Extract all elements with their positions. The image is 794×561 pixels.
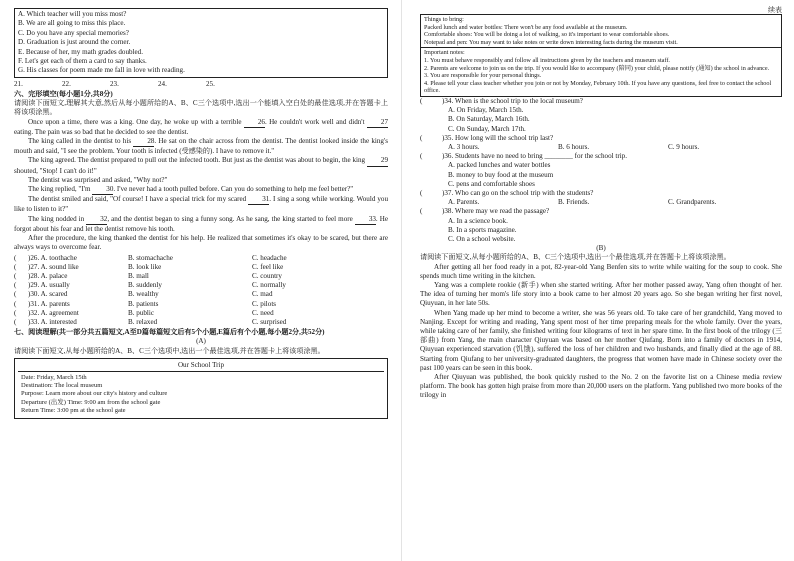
passage-paragraph [14, 234, 388, 252]
column-divider [401, 0, 402, 561]
choice-row [14, 254, 388, 263]
cloze-blank[interactable]: 30 [92, 185, 113, 195]
passage-text: shouted, "Stop! I can't do it!" [14, 166, 97, 175]
passage-text: . He forgot about his fear and let the dentist remove his tooth. [14, 214, 388, 233]
notice-continued-box [420, 14, 782, 97]
answer-blank: 25. [206, 79, 215, 88]
option: B. On Saturday, March 16th. [448, 115, 530, 124]
passage-text: The king replied, "I'm [28, 185, 93, 194]
section6-instruction: 请阅读下面短文,理解其大意,然后从每小题所给的A、B、C三个选项中,选出一个能填入空白处的最佳选项,并在答题卡上将该项涂黑。 [14, 99, 388, 117]
passage-paragraph [14, 118, 388, 137]
trip-line: Destination: The local museum [21, 382, 103, 390]
option: C. Grandparents. [668, 198, 717, 207]
passage-paragraph [14, 137, 388, 156]
cloze-blank[interactable]: 29 [367, 156, 388, 166]
reading-questions [420, 97, 782, 244]
choice-a: )32. A. agreement [28, 308, 79, 317]
question-stem [420, 134, 782, 143]
trip-line: Return Time: 3:00 pm at the school gate [21, 406, 126, 414]
answer-blanks [14, 80, 388, 89]
passage-text: The king agreed. The dentist prepared to pull out the infected tooth. But just as the dentist was about to begin, the king [28, 156, 367, 165]
choice-row [14, 318, 388, 327]
choice-c: C. mad [252, 290, 273, 299]
passage-b-paragraph: When Yang made up her mind to become a writer, she was 56 years old. To take care of her grandchild, Yang moved to Nanjing. Except for writing and reading, Yang spent most of her time preparing meals for the whole family. Over the years, while taking care of her family, she finished writing four kilograms of text in her spare time. In the first book of the trilogy (三部曲) from Yang, the main character Qiuyuan was based on her mother Qiufang. Born into a family of doctors in 1914, Qiuyuan experienced starvation (饥饿), suffered the loss of her children and two husbands, and finally died at the age of 88. Starting from Qiufang to her university-graduated daughters, the progress that women have made in Chinese society over the past 100 years can be seen in this book. [420, 308, 782, 372]
question-options [420, 198, 782, 207]
choice-b: B. public [128, 308, 155, 317]
choice-a: )30. A. scared [28, 290, 68, 299]
passage-b-paragraph: Yang was a complete rookie (新手) when she started writing. After her mother passed away, Yang often thought of her. The idea of turning her mom's life story into a book came to her almost 20 years ago. So she began writing her first novel, Qiuyuan, in her late 50s. [420, 281, 782, 308]
cloze-blank[interactable]: 33 [355, 215, 376, 225]
cloze-blank[interactable]: 32 [86, 215, 107, 225]
passage-b [420, 263, 782, 401]
option: B. money to buy food at the museum [448, 170, 554, 179]
choice-b: B. look like [128, 262, 162, 271]
notes-line: 2. Parents are welcome to join us on the trip. If you would like to accompany (陪同) your child, please notify (通知) the school in advance. [424, 64, 770, 72]
option: C. On a school website. [448, 234, 516, 243]
part-a-label: (A) [196, 337, 206, 346]
option: C. 9 hours. [668, 142, 700, 151]
choice-row [14, 290, 388, 299]
choice-b: B. relaxed [128, 317, 158, 326]
question [420, 152, 782, 189]
question-text: )38. Where may we read the passage? [442, 207, 550, 216]
answer-blank: 23. [110, 79, 119, 88]
passage-paragraph [14, 185, 388, 195]
option-line: E. Because of her, my math grades doubled. [18, 47, 143, 56]
answer-paren[interactable]: ( [420, 188, 423, 197]
question [420, 97, 782, 134]
things-line: Packed lunch and water bottles: There won't be any food available at the museum. [424, 23, 628, 31]
choice-a: )31. A. parents [28, 299, 70, 308]
answer-paren[interactable]: ( [14, 262, 17, 271]
section6-title: 六、完形填空(每小题1分,共8分) [14, 90, 113, 99]
passage-text: , and the dentist began to sing a funny song. As he sang, the king started to feel more [107, 214, 355, 223]
choice-b: B. stomachache [128, 253, 173, 262]
answer-blank: 24. [158, 79, 167, 88]
cloze-blank[interactable]: 26 [244, 118, 265, 128]
trip-line: Departure (出发) Time: 9:00 am from the school gate [21, 398, 161, 406]
option: A. On Friday, March 15th. [448, 106, 524, 115]
cloze-blank[interactable]: 27 [367, 118, 388, 128]
passage-text: The dentist smiled and said, "Of course! I have a special trick for my scared [28, 195, 249, 204]
answer-paren[interactable]: ( [420, 207, 423, 216]
choice-c: C. headache [252, 253, 287, 262]
option-line: B. We are all going to miss this place. [18, 19, 126, 28]
choice-c: C. need [252, 308, 274, 317]
passage-text: The dentist was surprised and asked, "Why not?" [28, 175, 168, 184]
answer-paren[interactable]: ( [14, 281, 17, 290]
choice-row [14, 309, 388, 318]
option-line: D. Graduation is just around the corner. [18, 38, 131, 47]
left-column [14, 0, 388, 561]
passage-text: The king called in the dentist to his [28, 137, 134, 146]
option: C. pens and comfortable shoes [448, 179, 535, 188]
continued-tag: 续表 [768, 6, 782, 14]
choice-row [14, 300, 388, 309]
cloze-choices [14, 254, 388, 328]
choice-a: )33. A. interested [28, 317, 77, 326]
answer-paren[interactable]: ( [420, 96, 423, 105]
answer-paren[interactable]: ( [14, 253, 17, 262]
question-stem [420, 207, 782, 216]
choice-a: )28. A. palace [28, 271, 68, 280]
answer-paren[interactable]: ( [420, 152, 423, 161]
passage-paragraph [14, 215, 388, 234]
option: B. 6 hours. [558, 142, 590, 151]
question-text: )34. When is the school trip to the local museum? [442, 96, 583, 105]
choice-row [14, 263, 388, 272]
cloze-passage [14, 118, 388, 253]
choice-b: B. mall [128, 271, 149, 280]
passage-text: . I sing a song while working. Would you like to listen to it?" [14, 195, 388, 214]
option: C. On Sunday, March 17th. [448, 124, 526, 133]
answer-paren[interactable]: ( [14, 271, 17, 280]
option-line: F. Let's get each of them a card to say thanks. [18, 57, 147, 66]
choice-c: C. surprised [252, 317, 287, 326]
notes-line: 1. You must behave responsibly and follow all instructions given by the teachers and museum staff. [424, 56, 670, 64]
passage-text: The king nodded in [28, 214, 87, 223]
question-stem [420, 152, 782, 161]
passage-paragraph [14, 156, 388, 175]
question [420, 207, 782, 244]
part-a-instruction: 请阅读下面短文,从每小题所给的A、B、C三个选项中,选出一个最佳选项,并在答题卡上将该项涂黑。 [14, 346, 325, 355]
option: A. 3 hours. [448, 142, 480, 151]
passage-text: . He couldn't work well and didn't [264, 117, 367, 126]
passage-paragraph [14, 195, 388, 214]
choice-c: C. feel like [252, 262, 284, 271]
answer-paren[interactable]: ( [14, 317, 17, 326]
choice-b: B. wealthy [128, 290, 159, 299]
passage-b-paragraph: After getting all her food ready in a pot, 82-year-old Yang Benfen sits to write while waiting for the soup to cook. She spends much time writing in the kitchen. [420, 262, 782, 280]
answer-blank: 21. [14, 79, 23, 88]
choice-a: )26. A. toothache [28, 253, 77, 262]
answer-paren[interactable]: ( [420, 133, 423, 142]
question-text: )35. How long will the school trip last? [442, 133, 554, 142]
things-to-bring [421, 15, 781, 47]
trip-title: Our School Trip [18, 360, 384, 372]
notes-line: 4. Please tell your class teacher whether you join or not by Monday, February 10th. If you have any questions, feel free to contact the school office. [424, 79, 772, 95]
choice-row [14, 272, 388, 281]
notes-line: 3. You are responsible for your personal things. [424, 72, 542, 80]
passage-text: . He sat on the chair across from the dentist. The dentist looked inside the king's mouth and said, "I see the problem. Your tooth is infected (受感染的). I have to remove it." [14, 137, 388, 156]
things-line: Comfortable shoes: You will be doing a lot of walking, so it's important to wear comfortable shoes. [424, 31, 670, 39]
choice-row [14, 281, 388, 290]
things-line: Notepad and pen: You may want to take notes or write down interesting facts during the museum visit. [424, 38, 678, 46]
things-line: Things to bring: [424, 16, 464, 23]
question-stem [420, 97, 782, 106]
passage-paragraph [14, 176, 388, 185]
part-b-instruction: 请阅读下面短文,从每小题所给的A、B、C三个选项中,选出一个最佳选项,并在答题卡上将该项涂黑。 [420, 253, 731, 262]
cloze-blank[interactable]: 28 [133, 137, 154, 147]
options-box [14, 8, 388, 78]
right-column [420, 0, 782, 561]
choice-c: C. country [252, 271, 282, 280]
option: A. packed lunches and water bottles [448, 161, 551, 170]
passage-text: . I've never had a tooth pulled before. Can you do something to help me feel better?" [113, 185, 354, 194]
choice-b: B. patients [128, 299, 159, 308]
trip-line: Purpose: Learn more about our city's history and culture [21, 390, 168, 398]
section7-title: 七、阅读理解(共一部分共五篇短文,A至D篇每篇短文后有5个小题,E篇后有个小题,每小题2分,共52分) [14, 328, 325, 337]
question-text: )37. Who can go on the school trip with the students? [442, 188, 594, 197]
option-line: A. Which teacher will you miss most? [18, 10, 127, 18]
passage-text: eating. The pain was so bad that he decided to see the dentist. [14, 127, 189, 136]
notes-line: Important notes: [424, 49, 465, 57]
trip-details [18, 372, 384, 417]
option: A. In a science book. [448, 216, 508, 225]
trip-line: Date: Friday, March 15th [21, 373, 87, 381]
choice-b: B. suddenly [128, 281, 162, 290]
choice-c: C. pilots [252, 299, 277, 308]
question-text: )36. Students have no need to bring ________ for the school trip. [442, 152, 627, 161]
option-line: C. Do you have any special memories? [18, 28, 129, 37]
question-options [420, 143, 782, 152]
choice-a: )27. A. sound like [28, 262, 79, 271]
passage-text: After the procedure, the king thanked the dentist for his help. He realized that sometimes it's okay to be scared, but there are always ways to overcome fear. [14, 234, 388, 252]
question [420, 189, 782, 207]
question-stem [420, 189, 782, 198]
choice-a: )29. A. usually [28, 281, 70, 290]
passage-text: Once upon a time, there was a king. One day, he woke up with a terrible [28, 117, 244, 126]
answer-paren[interactable]: ( [14, 299, 17, 308]
passage-b-paragraph: After Qiuyuan was published, the book quickly rushed to the No. 2 on the favorite list on a Chinese media review platform. The book has gotten high praise from more than 20,000 users on the platform. Yang published two more books of the trilogy in [420, 373, 782, 400]
option: B. In a sports magazine. [448, 225, 517, 234]
answer-paren[interactable]: ( [14, 308, 17, 317]
question [420, 134, 782, 152]
option: B. Friends. [558, 198, 590, 207]
cloze-blank[interactable]: 31 [248, 195, 269, 205]
option: A. Parents. [448, 198, 480, 207]
answer-paren[interactable]: ( [14, 290, 17, 299]
important-notes [421, 47, 781, 96]
school-trip-notice [14, 358, 388, 419]
choice-c: C. normally [252, 281, 286, 290]
part-b-label: (B) [596, 244, 606, 253]
answer-blank: 22. [62, 79, 71, 88]
option-line: G. His classes for poem made me fall in love with reading. [18, 66, 185, 75]
